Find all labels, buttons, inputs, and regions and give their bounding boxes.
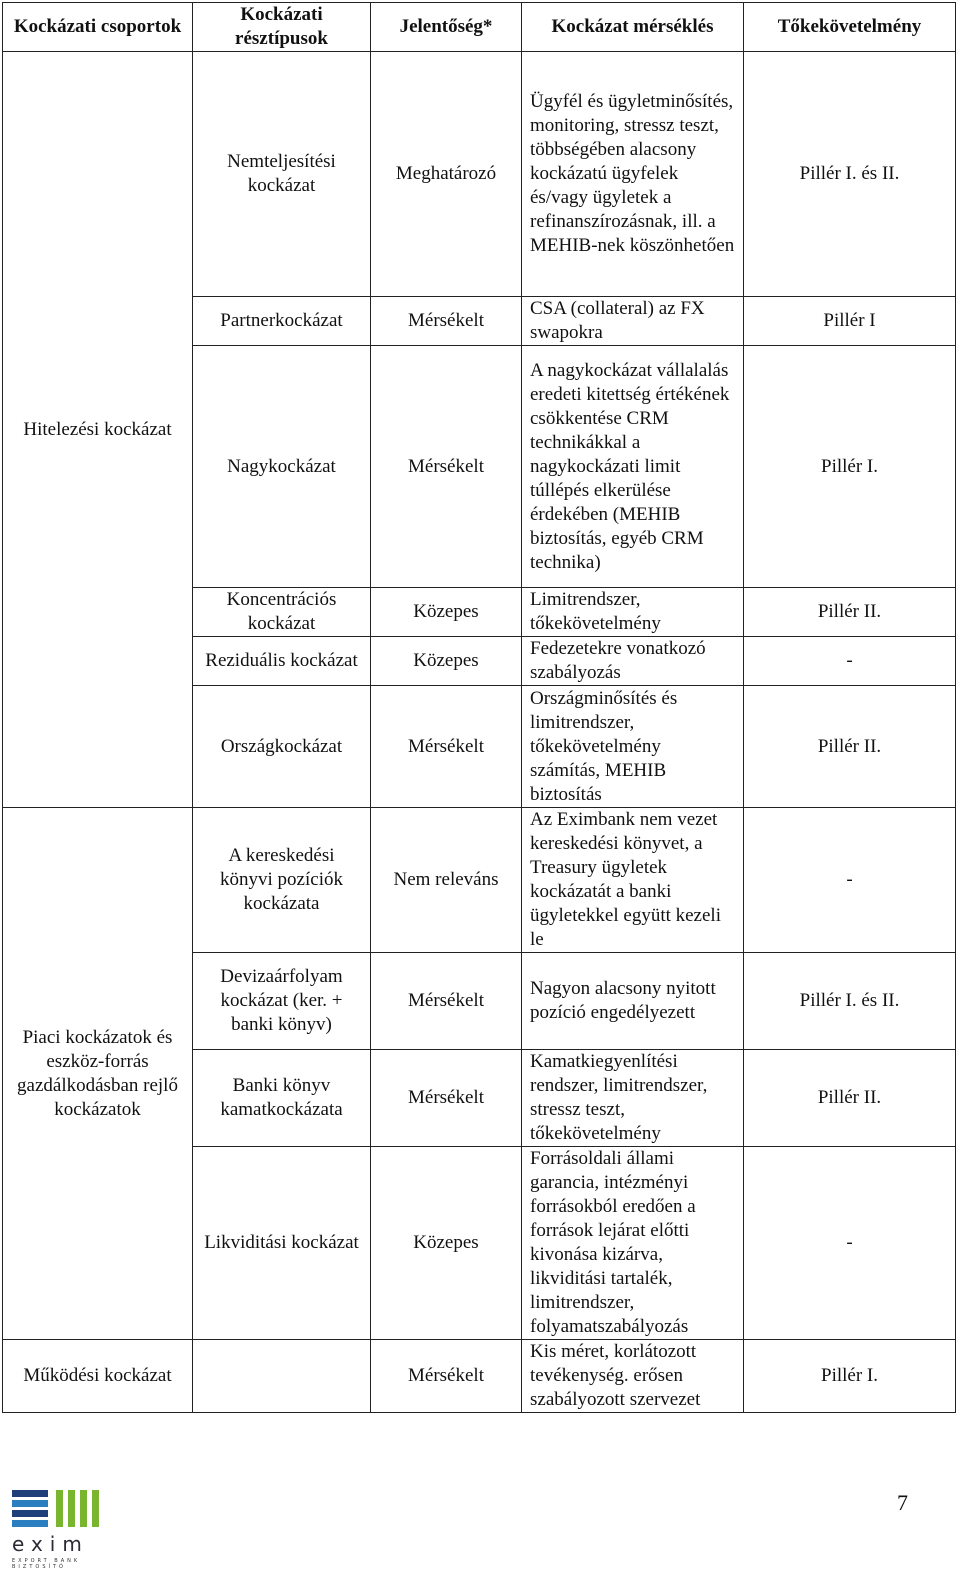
risk-subtype: Partnerkockázat	[193, 297, 371, 346]
risk-subtype: Devizaárfolyam kockázat (ker. + banki könyv)	[193, 953, 371, 1050]
risk-group-credit: Hitelezési kockázat	[3, 52, 193, 808]
header-mitigation: Kockázat mérséklés	[522, 3, 744, 52]
significance-cell: Közepes	[371, 588, 522, 637]
mitigation-cell: CSA (collateral) az FX swapokra	[522, 297, 744, 346]
logo-bar	[12, 1500, 48, 1507]
capital-cell: -	[744, 808, 956, 953]
mitigation-cell: Forrásoldali állami garancia, intézményi forrásokból eredően a források lejárat előtti kivonása kizárva, likviditási tartalék, limitrendszer, folyamatszabályozás	[522, 1147, 744, 1340]
risk-subtype: A kereskedési könyvi pozíciók kockázata	[193, 808, 371, 953]
header-significance: Jelentőség*	[371, 3, 522, 52]
logo-bar	[80, 1490, 87, 1527]
capital-cell: Pillér I.	[744, 1340, 956, 1413]
mitigation-cell: Kis méret, korlátozott tevékenység. erősen szabályozott szervezet	[522, 1340, 744, 1413]
risk-subtype: Nagykockázat	[193, 346, 371, 588]
mitigation-cell: Kamatkiegyenlítési rendszer, limitrendszer, stressz teszt, tőkekövetelmény	[522, 1050, 744, 1147]
table-row	[3, 52, 956, 297]
capital-cell: Pillér II.	[744, 588, 956, 637]
table-row	[3, 808, 956, 953]
capital-cell: Pillér I.	[744, 346, 956, 588]
logo-subtext: EXPORT BANK BIZTOSÍTÓ	[12, 1558, 81, 1570]
mitigation-cell: Ügyfél és ügyletminősítés, monitoring, stressz teszt, többségében alacsony kockázatú ügyfelek és/vagy ügyletek a refinanszírozásnak, ill. a MEHIB-nek köszönhetően	[522, 52, 744, 297]
logo-bar	[68, 1490, 75, 1527]
capital-cell: -	[744, 1147, 956, 1340]
risk-subtype	[193, 1340, 371, 1413]
significance-cell: Közepes	[371, 637, 522, 686]
header-risk-group: Kockázati csoportok	[3, 3, 193, 52]
significance-cell: Mérsékelt	[371, 686, 522, 808]
mitigation-cell: Limitrendszer, tőkekövetelmény	[522, 588, 744, 637]
mitigation-cell: Országminősítés és limitrendszer, tőkekövetelmény számítás, MEHIB biztosítás	[522, 686, 744, 808]
risk-subtype: Likviditási kockázat	[193, 1147, 371, 1340]
logo-bar	[92, 1490, 99, 1527]
significance-cell: Meghatározó	[371, 52, 522, 297]
mitigation-cell: A nagykockázat vállalalás eredeti kitettség értékének csökkentése CRM technikákkal a nagykockázati limit túllépés elkerülése érdekében (MEHIB biztosítás, egyéb CRM technika)	[522, 346, 744, 588]
header-risk-subtype: Kockázati résztípusok	[193, 3, 371, 52]
risk-group-market: Piaci kockázatok és eszköz-forrás gazdálkodásban rejlő kockázatok	[3, 808, 193, 1340]
page-footer	[0, 1440, 960, 1577]
risk-subtype: Reziduális kockázat	[193, 637, 371, 686]
capital-cell: Pillér II.	[744, 686, 956, 808]
significance-cell: Mérsékelt	[371, 1050, 522, 1147]
risk-group-operational: Működési kockázat	[3, 1340, 193, 1413]
significance-cell: Mérsékelt	[371, 297, 522, 346]
risk-subtype: Koncentrációs kockázat	[193, 588, 371, 637]
page-number: 7	[897, 1490, 908, 1515]
risk-subtype: Banki könyv kamatkockázata	[193, 1050, 371, 1147]
capital-cell: Pillér I. és II.	[744, 953, 956, 1050]
significance-cell: Mérsékelt	[371, 1340, 522, 1413]
capital-cell: Pillér I	[744, 297, 956, 346]
mitigation-cell: Az Eximbank nem vezet kereskedési könyvet, a Treasury ügyletek kockázatát a banki ügyletekkel együtt kezeli le	[522, 808, 744, 953]
significance-cell: Mérsékelt	[371, 953, 522, 1050]
logo-text: exim	[12, 1532, 89, 1556]
significance-cell: Mérsékelt	[371, 346, 522, 588]
significance-cell: Nem releváns	[371, 808, 522, 953]
capital-cell: -	[744, 637, 956, 686]
table-header-row	[3, 3, 956, 52]
capital-cell: Pillér I. és II.	[744, 52, 956, 297]
risk-subtype: Nemteljesítési kockázat	[193, 52, 371, 297]
header-capital-requirement: Tőkekövetelmény	[744, 3, 956, 52]
capital-cell: Pillér II.	[744, 1050, 956, 1147]
mitigation-cell: Nagyon alacsony nyitott pozíció engedélyezett	[522, 953, 744, 1050]
logo-bar	[56, 1490, 63, 1527]
mitigation-cell: Fedezetekre vonatkozó szabályozás	[522, 637, 744, 686]
table-row	[3, 1340, 956, 1413]
logo-bar	[12, 1490, 48, 1497]
logo-bar	[12, 1510, 48, 1517]
exim-logo	[12, 1490, 102, 1570]
risk-subtype: Országkockázat	[193, 686, 371, 808]
logo-bar	[12, 1520, 48, 1527]
risk-table	[2, 2, 956, 1413]
significance-cell: Közepes	[371, 1147, 522, 1340]
